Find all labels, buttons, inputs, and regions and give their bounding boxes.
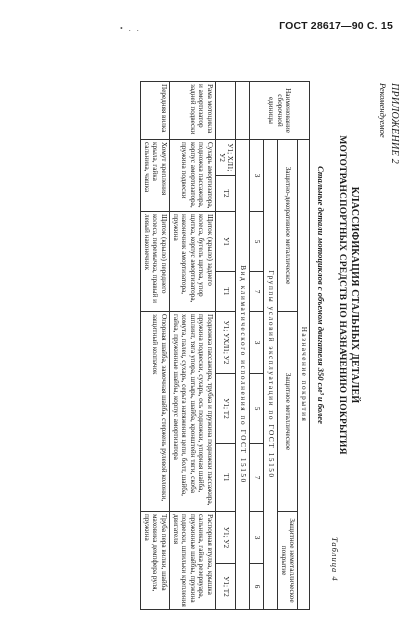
operation-value: 6 (250, 564, 264, 610)
row-unit-name: Передняя вилка (141, 82, 170, 140)
scan-speck: • . . (120, 24, 141, 33)
climate-value: У1; Т2 (216, 564, 236, 610)
climate-value: Т1 (216, 444, 236, 512)
climate-value: Т2 (216, 176, 236, 212)
classification-table (140, 81, 310, 610)
row-unit-name: Рама мотоцикла и амортизатор задней подвески (170, 82, 216, 140)
climate-value: У1; ХЛ1; У2 (216, 140, 236, 176)
purpose-header: Назначение покрытия (298, 140, 310, 610)
row-cell: Подножка пассажира, трубка и пружина подножки пассажира, пружина подвески, сухарь, ось подножки, упорная шайба, шплинт, тяга упора, штырь, шайба, кронштейн тяги, скоба хомута, палец, сухарь, серьга натяжения цепи, болт, шайба, гайка, пружинные шайбы, корпус амортизатора (170, 312, 216, 512)
climate-header: Вид климатического исполнения по ГОСТ 15150 (236, 140, 250, 610)
page-header: ГОСТ 28617—90 С. 15 (279, 20, 393, 32)
row-cell: Труба пера вилки, шайба маховика демпфера руля, пружина (141, 512, 170, 610)
purpose-group-2: Защитное металлическое (278, 312, 298, 512)
climate-value: У1 (216, 212, 236, 272)
row-cell: Сухарь амортизатора, подножка пассажира, корпус амортизатора, пружина подвески (170, 140, 216, 212)
doc-title-1: КЛАССИФИКАЦИЯ СТАЛЬНЫХ ДЕТАЛЕЙ (349, 186, 360, 404)
rotated-page (20, 75, 400, 615)
table-caption: Стальные детали мотоциклов с объемом двигателя 350 см³ и более (316, 166, 326, 424)
climate-value: У1; У2 (216, 512, 236, 564)
table-row (170, 82, 216, 610)
table-row (141, 82, 170, 610)
col-unit-header: Наименование сборочной единицы (250, 82, 310, 140)
operation-value: 5 (250, 374, 264, 444)
purpose-group-3: Защитное неметаллическое покрытие (278, 512, 298, 610)
operation-groups-header: Группы условий эксплуатации по ГОСТ 15150 (264, 140, 278, 610)
row-cell: Щиток (крыло) заднего колеса, бугель щитка, упор щитка, корпус амортизатора, наконечник амортизатора, пружина (170, 212, 216, 312)
appendix-title: ПРИЛОЖЕНИЕ 2 (389, 83, 400, 165)
operation-value: 3 (250, 312, 264, 374)
operation-value: 3 (250, 512, 264, 564)
operation-value: 7 (250, 272, 264, 312)
climate-value: У1; Т2 (216, 374, 236, 444)
purpose-group-1: Защитно-декоративное металлическое (278, 140, 298, 312)
operation-value: 7 (250, 444, 264, 512)
climate-value: Т1 (216, 272, 236, 312)
table-number: Таблица 4 (330, 537, 340, 582)
row-cell: Хомут крепления крыла, гайка сальника, чашка (141, 140, 170, 212)
doc-title-2: МОТОТРАНСПОРТНЫХ СРЕДСТВ ПО НАЗНАЧЕНИЮ ПОКРЫТИЯ (337, 135, 347, 455)
row-cell: Опорная шайба, замочная шайба, стержень рулевой колонки, защитный колпачок (141, 312, 170, 512)
operation-value: 3 (250, 140, 264, 212)
operation-value: 5 (250, 212, 264, 272)
appendix-subtitle: Рекомендуемое (378, 83, 388, 138)
climate-value: У1; УХЛ1; У2 (216, 312, 236, 374)
row-cell: Щиток (крыло) переднего колеса, перемычка, правый и левый наконечник (141, 212, 170, 312)
row-cell: Распорная втулка, крышка сальника, гайка резервуара, пружинные шайбы, пружина подвески, шпильки крепления двигателя (170, 512, 216, 610)
